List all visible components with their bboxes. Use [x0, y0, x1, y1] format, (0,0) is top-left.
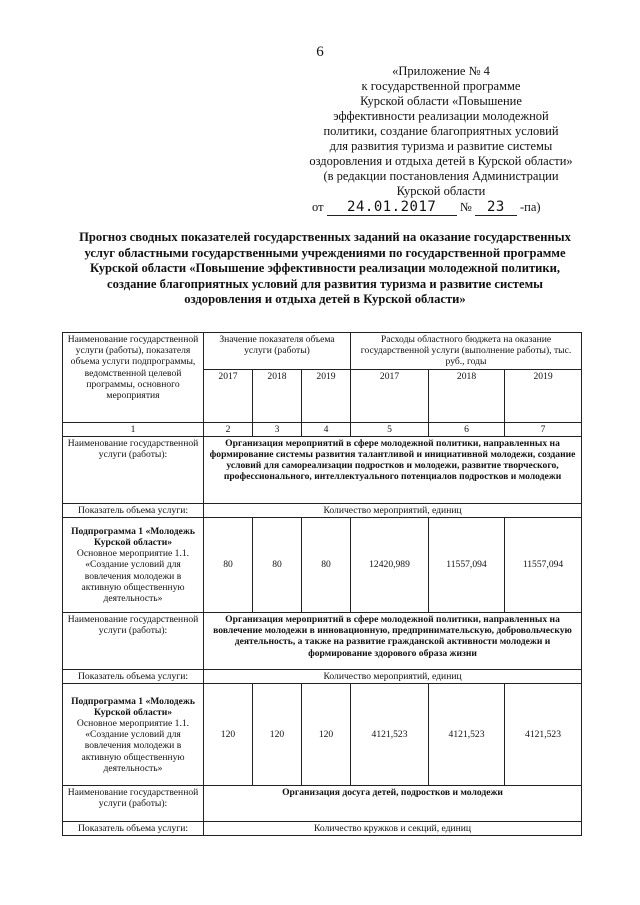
- service-name-text: Организация досуга детей, подростков и молодежи: [204, 786, 582, 822]
- header-volume-group: Значение показателя объема услуги (работы): [204, 333, 351, 370]
- column-number: 2: [204, 422, 253, 436]
- header-budget-group: Расходы областного бюджета на оказание государственной услуги (выполнение работы), тыс. руб., годы: [351, 333, 582, 370]
- indicator-label: Показатель объема услуги:: [63, 822, 204, 836]
- appendix-line: оздоровления и отдыха детей в Курской области»: [309, 154, 573, 168]
- header-year: 2018: [429, 369, 505, 422]
- column-number: 7: [505, 422, 582, 436]
- resolution-number: 23: [475, 199, 517, 216]
- service-name-text: Организация мероприятий в сфере молодежной политики, направленных на формирование системы развития талантливой и инициативной молодежи, создание условий для самореализации подростков и молодежи, развитие творческого, профессионального, интеллектуального потенциалов подростков и молодежи: [204, 436, 582, 503]
- budget-value: 4121,523: [505, 684, 582, 786]
- column-number: 5: [351, 422, 429, 436]
- column-number: 4: [302, 422, 351, 436]
- number-suffix: -па): [520, 200, 541, 214]
- indicator-text: Количество мероприятий, единиц: [204, 670, 582, 684]
- budget-value: 12420,989: [351, 518, 429, 613]
- main-activity: Основное мероприятие 1.1. «Создание условий для вовлечения молодежи в активную общественную деятельность»: [76, 548, 190, 605]
- subprogram-title: Подпрограмма 1 «Молодежь Курской области»: [71, 695, 195, 718]
- volume-value: 80: [253, 518, 302, 613]
- appendix-line: Курской области «Повышение: [360, 94, 522, 108]
- budget-value: 11557,094: [505, 518, 582, 613]
- appendix-line: эффективности реализации молодежной: [333, 109, 549, 123]
- header-year: 2019: [302, 369, 351, 422]
- main-activity: Основное мероприятие 1.1. «Создание условий для вовлечения молодежи в активную общественную деятельность»: [76, 717, 190, 774]
- subprogram-cell: [63, 518, 204, 613]
- budget-value: 11557,094: [429, 518, 505, 613]
- budget-value: 4121,523: [351, 684, 429, 786]
- column-number: 3: [253, 422, 302, 436]
- appendix-line: (в редакции постановления Администрации: [323, 169, 559, 183]
- subprogram-cell: [63, 684, 204, 786]
- forecast-table: [62, 332, 582, 836]
- appendix-line: для развития туризма и развитие системы: [329, 139, 553, 153]
- page-number: 6: [316, 44, 324, 60]
- budget-value: 4121,523: [429, 684, 505, 786]
- indicator-label: Показатель объема услуги:: [63, 503, 204, 517]
- appendix-line: «Приложение № 4: [392, 64, 490, 78]
- indicator-label: Показатель объема услуги:: [63, 670, 204, 684]
- appendix-line: политики, создание благоприятных условий: [323, 124, 559, 138]
- document-title: Прогноз сводных показателей государственных заданий на оказание государственных услуг областными государственными учреждениями по государственной программе Курской области «Повышение эффективности реализации молодежной политики, создание благоприятных условий для развития туризма и развитие системы оздоровления и отдыха детей в Курской области»: [79, 230, 571, 307]
- service-name-label: Наименование государственной услуги (работы):: [63, 436, 204, 503]
- from-label: от: [312, 200, 324, 214]
- appendix-line: к государственной программе: [361, 79, 521, 93]
- column-number: 1: [63, 422, 204, 436]
- volume-value: 120: [302, 684, 351, 786]
- service-name-label: Наименование государственной услуги (работы):: [63, 613, 204, 670]
- header-year: 2017: [204, 369, 253, 422]
- service-name-text: Организация мероприятий в сфере молодежной политики, направленных на вовлечение молодежи в инновационную, предпринимательскую, добровольческую деятельность, а также на развитие гражданской активности молодежи и формирование здорового образа жизни: [204, 613, 582, 670]
- appendix-note: [286, 64, 596, 199]
- resolution-dateline: [312, 199, 612, 216]
- header-year: 2018: [253, 369, 302, 422]
- appendix-line: Курской области: [396, 184, 486, 198]
- subprogram-title: Подпрограмма 1 «Молодежь Курской области»: [71, 525, 195, 548]
- volume-value: 120: [253, 684, 302, 786]
- header-year: 2017: [351, 369, 429, 422]
- header-year: 2019: [505, 369, 582, 422]
- service-name-label: Наименование государственной услуги (работы):: [63, 786, 204, 822]
- number-label: №: [459, 200, 472, 214]
- volume-value: 80: [302, 518, 351, 613]
- indicator-text: Количество кружков и секций, единиц: [204, 822, 582, 836]
- indicator-text: Количество мероприятий, единиц: [204, 503, 582, 517]
- header-service-name: Наименование государственной услуги (работы), показателя объема услуги подпрограммы, ведомственной целевой программы, основного мероприятия: [63, 333, 204, 423]
- volume-value: 80: [204, 518, 253, 613]
- resolution-date: 24.01.2017: [327, 199, 457, 216]
- column-number: 6: [429, 422, 505, 436]
- volume-value: 120: [204, 684, 253, 786]
